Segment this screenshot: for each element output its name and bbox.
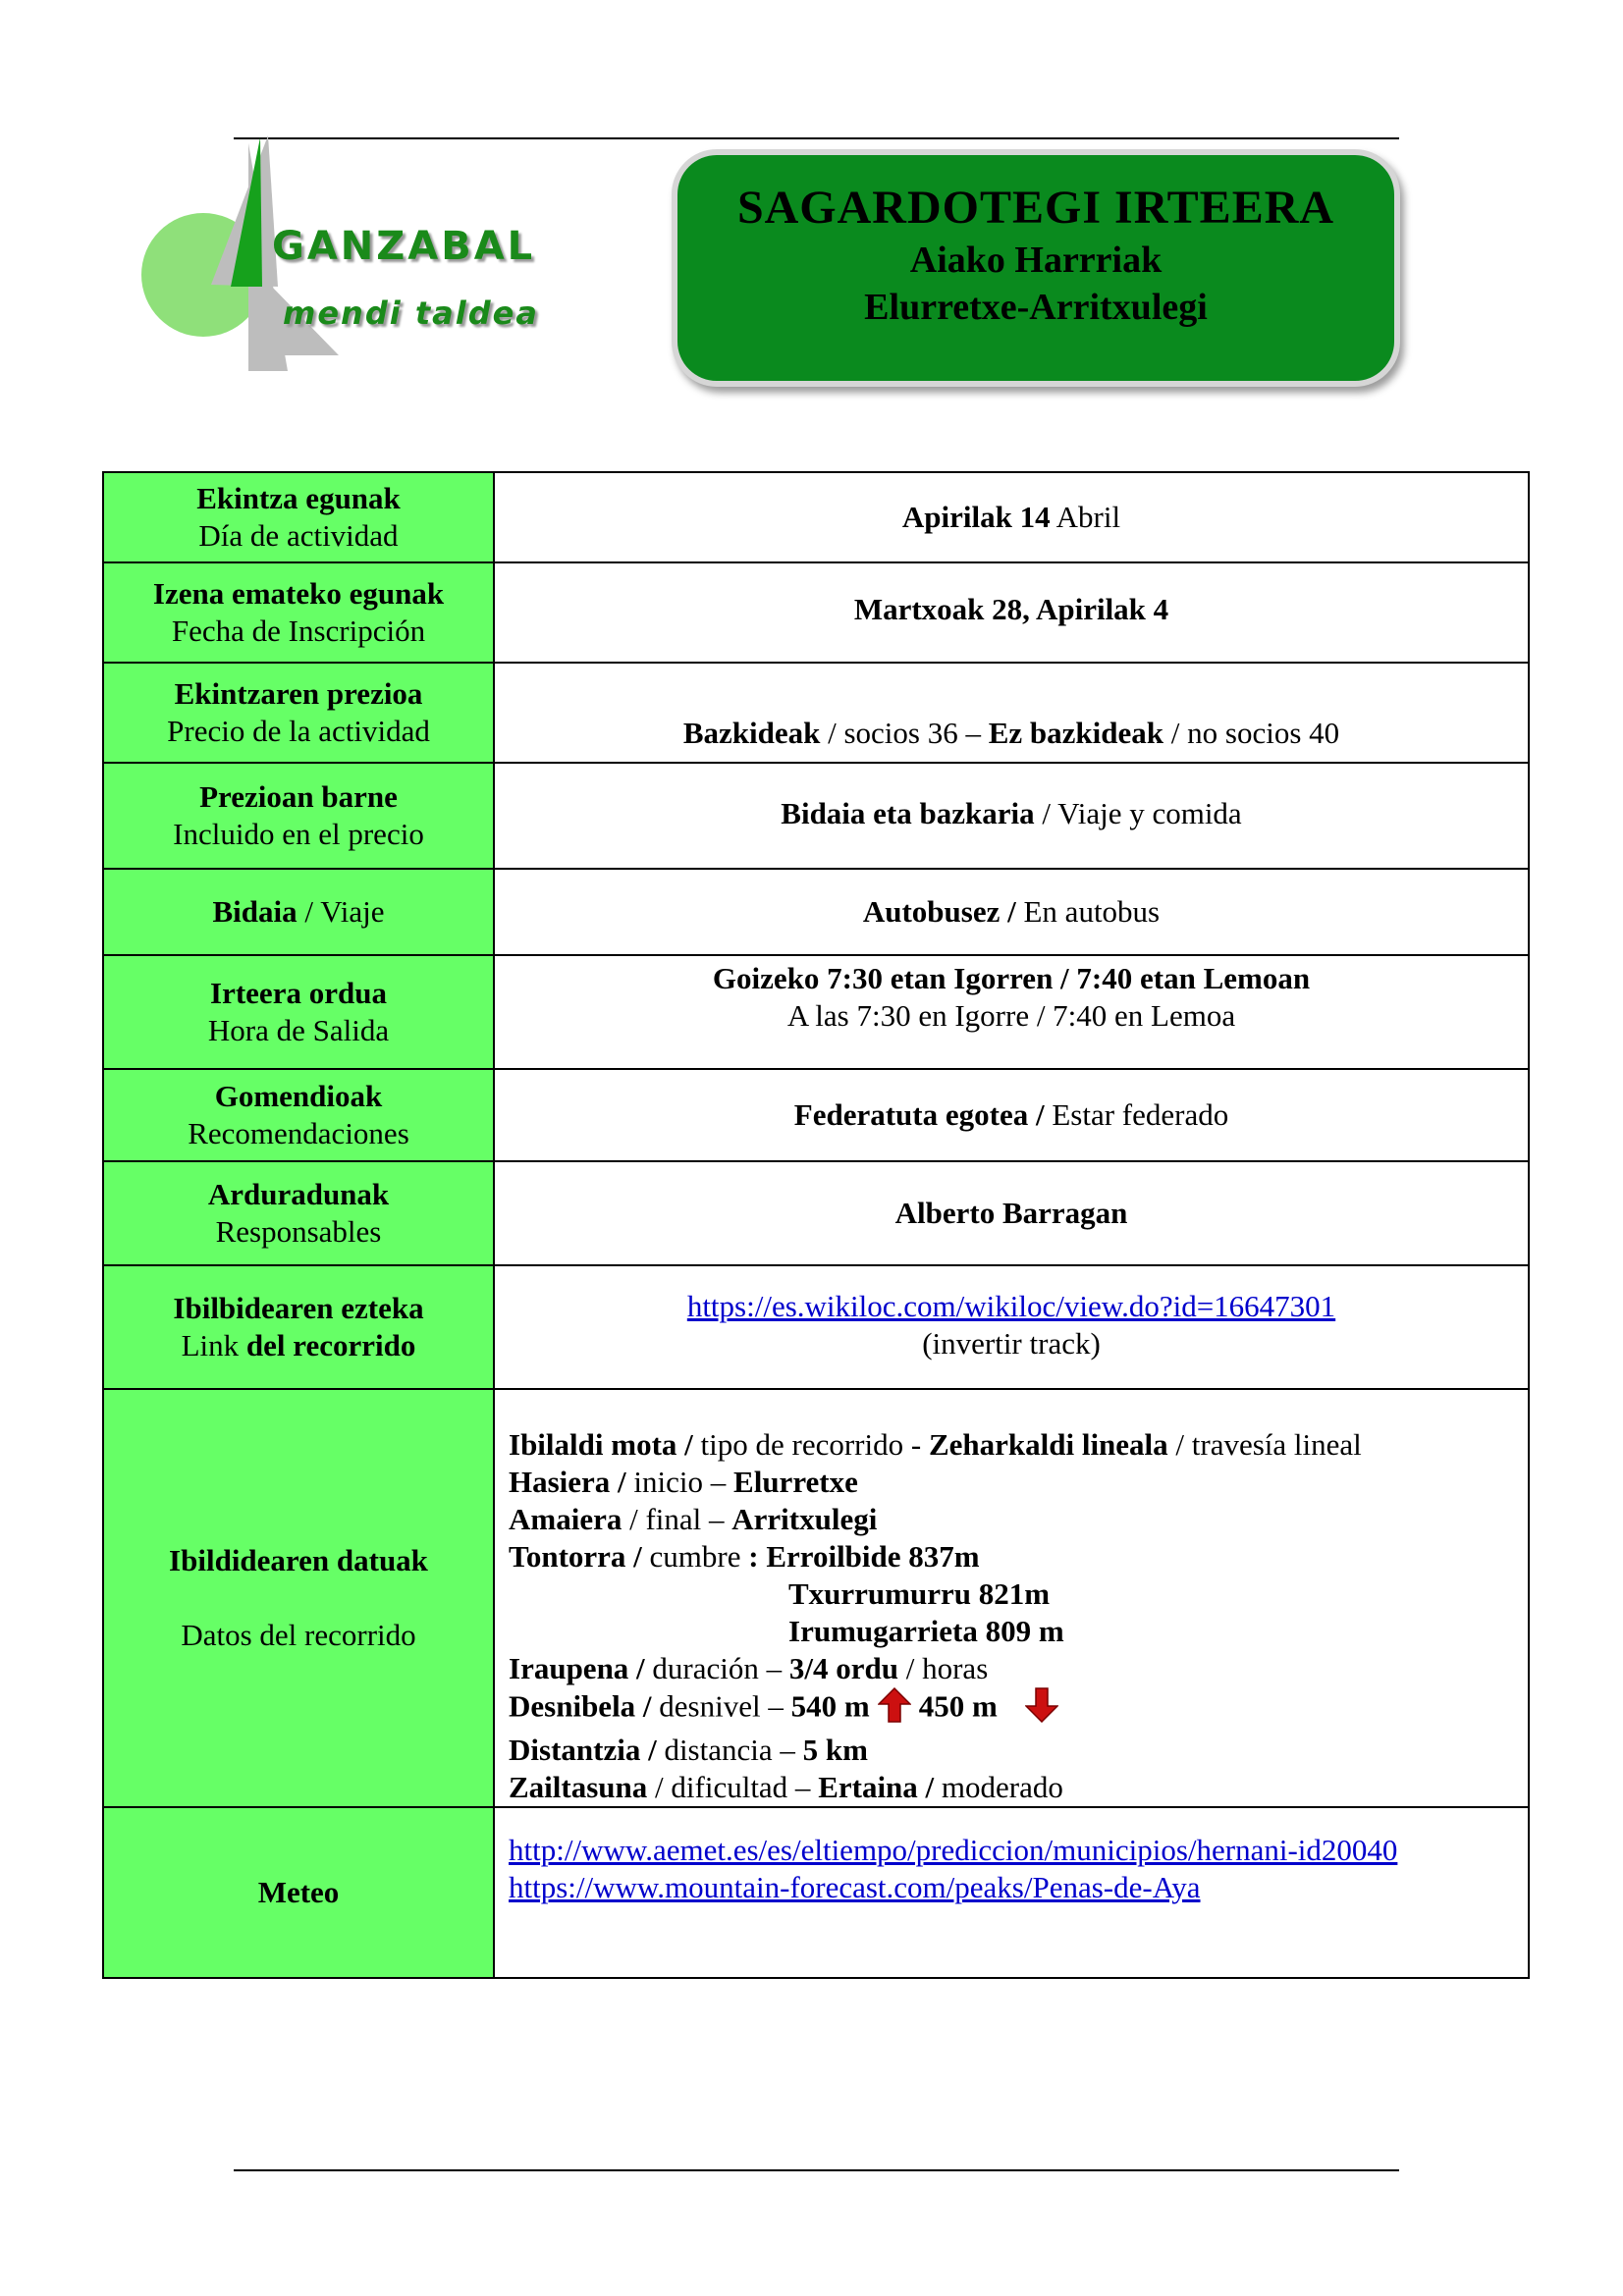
start-value: Elurretxe [733, 1465, 858, 1499]
label-eu: Arduradunak [207, 1177, 390, 1211]
route-peak-3 [509, 1613, 1518, 1650]
difficulty-eu: Zailtasuna [509, 1770, 648, 1804]
row-responsible [103, 1161, 1529, 1265]
label-price [103, 663, 494, 763]
included-eu: Bidaia eta bazkaria [781, 796, 1035, 830]
duration-es: duración – [644, 1651, 789, 1685]
label-es: Datos del recorrido [181, 1618, 416, 1652]
start-eu: Hasiera / [509, 1465, 626, 1499]
end-es: / final – [622, 1502, 732, 1536]
event-info-table [102, 471, 1530, 1979]
label-eu: Ekintzaren prezioa [174, 676, 423, 711]
peak-value-3: Irumugarrieta 809 m [788, 1614, 1064, 1648]
label-eu: Gomendioak [214, 1079, 383, 1113]
row-route [103, 1389, 1529, 1807]
row-link [103, 1265, 1529, 1389]
value-weather [494, 1807, 1529, 1978]
label-eu: Ibildidearen datuak [169, 1543, 428, 1577]
elevation-es: desnivel – [651, 1688, 791, 1724]
label-es: Recomendaciones [188, 1116, 409, 1150]
travel-eu: Autobusez / [862, 894, 1016, 929]
label-recommendations [103, 1069, 494, 1161]
difficulty-es: / dificultad – [647, 1770, 819, 1804]
value-link [494, 1265, 1529, 1389]
label-eu: Irteera ordua [210, 976, 387, 1010]
duration-eu: Iraupena / [509, 1651, 645, 1685]
peak-es: cumbre [641, 1539, 749, 1574]
logo-name: GANZABAL [272, 224, 536, 269]
route-difficulty [509, 1769, 1518, 1806]
label-date [103, 472, 494, 562]
wikiloc-link[interactable]: https://es.wikiloc.com/wikiloc/view.do?id=16647301 [686, 1289, 1336, 1323]
type-es: tipo de recorrido - [692, 1427, 929, 1462]
label-es: Incluido en el precio [173, 817, 424, 851]
label-es: Fecha de Inscripción [171, 614, 426, 648]
departure-eu: Goizeko 7:30 etan Igorren / 7:40 etan Lemoan [712, 961, 1311, 995]
difficulty-value-eu: Ertaina / [818, 1770, 935, 1804]
label-es: Link [181, 1328, 246, 1362]
label-eu: Bidaia [212, 894, 298, 929]
value-route [494, 1389, 1529, 1807]
value-included [494, 763, 1529, 869]
difficulty-value-es: moderado [934, 1770, 1063, 1804]
row-price [103, 663, 1529, 763]
date-eu: Apirilak 14 [901, 500, 1051, 534]
label-travel [103, 869, 494, 955]
route-peak [509, 1538, 1518, 1575]
event-subtitle-1: Aiako Harrriak [909, 240, 1163, 281]
value-responsible: Alberto Barragan [494, 1161, 1529, 1265]
end-eu: Amaiera [509, 1502, 622, 1536]
route-start [509, 1464, 1518, 1501]
value-departure [494, 955, 1529, 1069]
included-es: / Viaje y comida [1034, 796, 1242, 830]
route-peak-2 [509, 1575, 1518, 1613]
elevation-down-value: 450 m [918, 1688, 998, 1724]
label-es: Precio de la actividad [167, 714, 430, 748]
label-es: Responsables [215, 1214, 382, 1249]
label-included [103, 763, 494, 869]
elevation-up-value: 540 m [790, 1688, 870, 1724]
value-price [494, 663, 1529, 763]
label-departure [103, 955, 494, 1069]
route-distance [509, 1732, 1518, 1769]
value-date [494, 472, 1529, 562]
label-registration [103, 562, 494, 663]
duration-unit: / horas [898, 1651, 989, 1685]
mountain-forecast-link[interactable]: https://www.mountain-forecast.com/peaks/Penas-de-Aya [509, 1870, 1201, 1904]
logo-tagline: mendi taldea [283, 294, 539, 332]
event-subtitle-2: Elurretxe-Arritxulegi [864, 287, 1208, 328]
elevation-eu: Desnibela / [509, 1688, 652, 1724]
departure-es: A las 7:30 en Igorre / 7:40 en Lemoa [786, 998, 1236, 1033]
label-eu: Ibilbidearen ezteka [173, 1291, 424, 1325]
label-weather: Meteo [103, 1807, 494, 1978]
distance-value: 5 km [802, 1733, 868, 1767]
event-title: SAGARDOTEGI IRTEERA [736, 182, 1335, 234]
label-es-bold: del recorrido [245, 1328, 416, 1362]
bottom-rule [234, 2169, 1399, 2171]
nonmembers-price: / no socios 40 [1163, 716, 1340, 750]
distance-es: distancia – [656, 1733, 803, 1767]
label-eu: Ekintza egunak [196, 481, 401, 515]
type-eu: Ibilaldi mota / [509, 1427, 693, 1462]
row-date [103, 472, 1529, 562]
recommendation-eu: Federatuta egotea / [793, 1097, 1045, 1132]
row-weather [103, 1807, 1529, 1978]
row-travel [103, 869, 1529, 955]
end-value: Arritxulegi [731, 1502, 878, 1536]
nonmembers-label: Ez bazkideak [988, 716, 1164, 750]
value-registration: Martxoak 28, Apirilak 4 [494, 562, 1529, 663]
peak-value-2: Txurrumurru 821m [788, 1576, 1051, 1611]
recommendation-es: Estar federado [1044, 1097, 1229, 1132]
label-eu: Prezioan barne [199, 779, 398, 814]
label-responsible [103, 1161, 494, 1265]
track-note: (invertir track) [922, 1326, 1101, 1361]
route-end [509, 1501, 1518, 1538]
label-link [103, 1265, 494, 1389]
distance-eu: Distantzia / [509, 1733, 657, 1767]
travel-es: En autobus [1015, 894, 1161, 929]
date-es: Abril [1050, 500, 1121, 534]
label-es: / Viaje [297, 894, 385, 929]
label-es: Día de actividad [198, 518, 399, 553]
route-duration [509, 1650, 1518, 1687]
members-label: Bazkideak [682, 716, 821, 750]
arrow-up-icon [878, 1687, 911, 1732]
event-title-box [677, 155, 1394, 381]
label-eu: Izena emateko egunak [152, 576, 445, 611]
arrow-down-icon [1025, 1687, 1058, 1732]
start-es: inicio – [625, 1465, 734, 1499]
members-price: / socios 36 – [820, 716, 989, 750]
label-route [103, 1389, 494, 1807]
label-es: Hora de Salida [207, 1013, 390, 1047]
peak-value-1: : Erroilbide 837m [748, 1539, 980, 1574]
row-included [103, 763, 1529, 869]
type-value-es: / travesía lineal [1167, 1427, 1362, 1462]
row-departure [103, 955, 1529, 1069]
value-recommendations [494, 1069, 1529, 1161]
duration-value: 3/4 ordu [788, 1651, 898, 1685]
row-recommendations [103, 1069, 1529, 1161]
peak-eu: Tontorra / [509, 1539, 642, 1574]
type-value-eu: Zeharkaldi lineala [928, 1427, 1168, 1462]
route-elevation [509, 1687, 1518, 1732]
value-travel [494, 869, 1529, 955]
route-type [509, 1426, 1518, 1464]
aemet-link[interactable]: http://www.aemet.es/es/eltiempo/prediccion/municipios/hernani-id20040 [509, 1833, 1398, 1867]
row-registration [103, 562, 1529, 663]
